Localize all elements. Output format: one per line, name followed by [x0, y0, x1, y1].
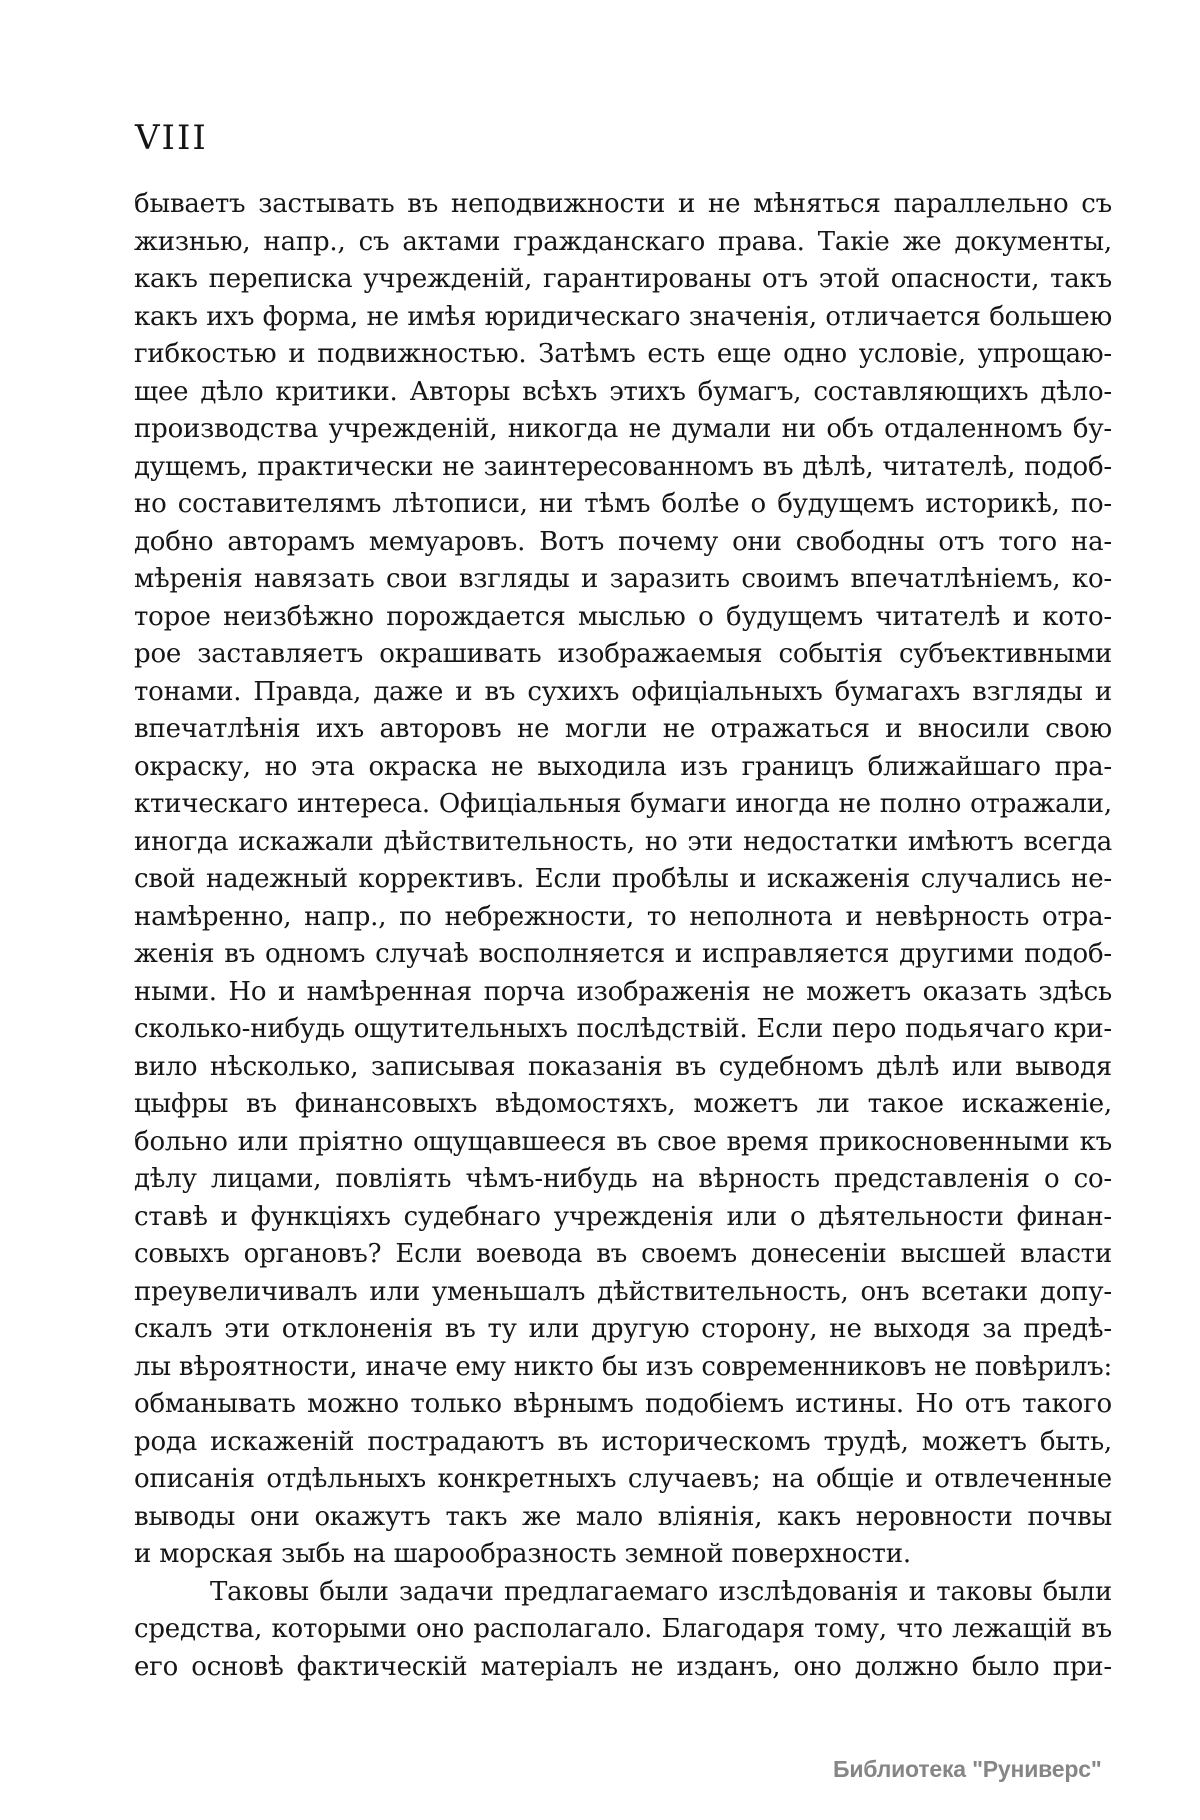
- text-line: тонами. Правда, даже и въ сухихъ офиціальныхъ бумагахъ взгляды и: [134, 676, 1112, 707]
- text-line: щее дѣло критики. Авторы всѣхъ этихъ бумагъ, составляющихъ дѣло-: [134, 376, 1112, 407]
- text-line: Таковы были задачи предлагаемаго изслѣдованія и таковы были: [210, 1576, 1112, 1607]
- text-line: ставѣ и функціяхъ судебнаго учрежденія или о дѣятельности финан-: [134, 1201, 1112, 1232]
- text-line: какъ переписка учрежденій, гарантированы отъ этой опасности, такъ: [134, 264, 1112, 294]
- text-line: ными. Но и намѣренная порча изображенія не можетъ оказать здѣсь: [134, 976, 1112, 1007]
- text-line: дѣлу лицами, повліять чѣмъ-нибудь на вѣрность представленія о со-: [134, 1164, 1112, 1194]
- text-line: рода искаженій пострадаютъ въ историческомъ трудѣ, можетъ быть,: [134, 1426, 1112, 1457]
- text-line: рое заставляетъ окрашивать изображаемыя событія субъективными: [134, 639, 1112, 669]
- text-line: вило нѣсколько, записывая показанія въ судебномъ дѣлѣ или выводя: [134, 1051, 1112, 1082]
- text-line: совыхъ органовъ? Если воевода въ своемъ донесеніи высшей власти: [134, 1239, 1112, 1269]
- text-line: его основѣ фактическій матеріалъ не изданъ, оно должно было при-: [134, 1651, 1112, 1682]
- text-line: скалъ эти отклоненія въ ту или другую сторону, не выходя за предѣ-: [134, 1314, 1112, 1344]
- text-line: какъ ихъ форма, не имѣя юридическаго значенія, отличается большею: [134, 301, 1112, 332]
- text-line: больно или пріятно ощущавшееся въ свое время прикосновенными къ: [134, 1126, 1112, 1157]
- text-line: жизнью, напр., съ актами гражданскаго права. Такіе же документы,: [134, 226, 1112, 257]
- text-line: цыфры въ финансовыхъ вѣдомостяхъ, можетъ ли такое искаженіе,: [134, 1089, 1112, 1119]
- text-line: гибкостью и подвижностью. Затѣмъ есть еще одно условіе, упрощаю-: [134, 339, 1112, 369]
- text-line: намѣренно, напр., по небрежности, то неполнота и невѣрность отра-: [134, 901, 1112, 932]
- text-line: иногда искажали дѣйствительность, но эти недостатки имѣютъ всегда: [134, 826, 1112, 857]
- text-line: добно авторамъ мемуаровъ. Вотъ почему они свободны отъ того на-: [134, 526, 1112, 557]
- text-line: выводы они окажутъ такъ же мало вліянія, какъ неровности почвы: [134, 1501, 1112, 1532]
- text-line: мѣренія навязать свои взгляды и заразить своимъ впечатлѣніемъ, ко-: [134, 564, 1112, 594]
- text-line: производства учрежденій, никогда не думали ни объ отдаленномъ бу-: [134, 414, 1112, 444]
- paragraph-1: [134, 186, 1112, 1574]
- text-block: [134, 186, 1112, 1686]
- text-line: средства, которыми оно располагало. Благодаря тому, что лежащій въ: [134, 1614, 1112, 1644]
- text-line: описанія отдѣльныхъ конкретныхъ случаевъ; на общіе и отвлеченные: [134, 1464, 1112, 1494]
- text-line: торое неизбѣжно порождается мыслью о будущемъ читателѣ и кото-: [134, 601, 1112, 632]
- library-watermark: Библиотека "Руниверс": [833, 1756, 1102, 1782]
- text-line: впечатлѣнія ихъ авторовъ не могли не отражаться и вносили свою: [134, 714, 1112, 744]
- text-line: окраску, но эта окраска не выходила изъ границъ ближайшаго пра-: [134, 751, 1112, 782]
- text-line: лы вѣроятности, иначе ему никто бы изъ современниковъ не повѣрилъ:: [134, 1351, 1112, 1382]
- text-line: дущемъ, практически не заинтересованномъ въ дѣлѣ, читателѣ, подоб-: [134, 451, 1112, 482]
- paragraph-2: [134, 1574, 1112, 1687]
- text-line: бываетъ застывать въ неподвижности и не мѣняться параллельно съ: [134, 189, 1112, 219]
- text-line: преувеличивалъ или уменьшалъ дѣйствительность, онъ всетаки допу-: [134, 1276, 1112, 1307]
- page-number: VIII: [135, 118, 208, 158]
- text-line: ктическаго интереса. Офиціальныя бумаги иногда не полно отражали,: [134, 789, 1112, 819]
- text-line: женія въ одномъ случаѣ восполняется и исправляется другими подоб-: [134, 939, 1112, 969]
- text-line: и морская зыбь на шарообразность земной поверхности.: [134, 1539, 911, 1569]
- text-line: свой надежный коррективъ. Если пробѣлы и искаженія случались не-: [134, 864, 1112, 894]
- text-line: сколько-нибудь ощутительныхъ послѣдствій. Если перо подьячаго кри-: [134, 1014, 1112, 1044]
- text-line: обманывать можно только вѣрнымъ подобіемъ истины. Но отъ такого: [134, 1389, 1112, 1419]
- text-line: но составителямъ лѣтописи, ни тѣмъ болѣе о будущемъ историкѣ, по-: [134, 489, 1112, 519]
